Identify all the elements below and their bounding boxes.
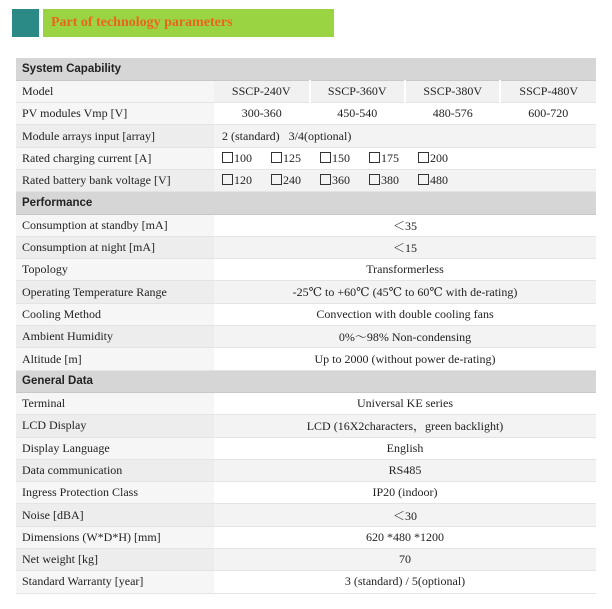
section-header-system: System Capability xyxy=(16,58,596,80)
table-row xyxy=(16,571,596,593)
checkbox-option[interactable]: 480 xyxy=(418,173,448,188)
row-value: ＜35 xyxy=(214,214,596,236)
row-value: Universal KE series xyxy=(214,392,596,414)
checkbox-option[interactable]: 125 xyxy=(271,151,301,166)
checkbox-option[interactable]: 100 xyxy=(222,151,252,166)
row-label: Display Language xyxy=(16,437,214,459)
banner-teal-block xyxy=(12,9,39,37)
table-row xyxy=(16,326,596,348)
checkbox-option[interactable]: 360 xyxy=(320,173,350,188)
model-name: SSCP-240V xyxy=(214,80,309,102)
row-label: Operating Temperature Range xyxy=(16,281,214,303)
row-value: Up to 2000 (without power de-rating) xyxy=(214,348,596,370)
checkbox-option[interactable]: 150 xyxy=(320,151,350,166)
row-value: ＜30 xyxy=(214,504,596,526)
table-row-arrays xyxy=(16,125,596,147)
row-label: Net weight [kg] xyxy=(16,549,214,571)
row-label: Rated battery bank voltage [V] xyxy=(16,169,214,191)
model-name: SSCP-380V xyxy=(405,80,500,102)
table-row-voltage xyxy=(16,169,596,191)
current-options xyxy=(214,147,596,169)
checkbox-option[interactable]: 240 xyxy=(271,173,301,188)
row-value: -25℃ to +60℃ (45℃ to 60℃ with de-rating) xyxy=(214,281,596,303)
table-row-pv xyxy=(16,103,596,125)
model-name: SSCP-360V xyxy=(310,80,405,102)
row-value: LCD (16X2characters，green backlight) xyxy=(214,415,596,437)
row-label: Rated charging current [A] xyxy=(16,147,214,169)
row-label: Altitude [m] xyxy=(16,348,214,370)
section-header-general: General Data xyxy=(16,370,596,392)
row-label: Terminal xyxy=(16,392,214,414)
checkbox-option[interactable]: 200 xyxy=(418,151,448,166)
row-value: IP20 (indoor) xyxy=(214,482,596,504)
row-value: 0%～98% Non-condensing xyxy=(214,326,596,348)
pv-value: 600-720 xyxy=(500,103,596,125)
table-row xyxy=(16,303,596,325)
row-label: Model xyxy=(16,80,214,102)
checkbox-option[interactable]: 380 xyxy=(369,173,399,188)
table-row xyxy=(16,392,596,414)
table-row xyxy=(16,236,596,258)
pv-value: 480-576 xyxy=(405,103,500,125)
row-value: RS485 xyxy=(214,459,596,481)
table-row xyxy=(16,526,596,548)
arrays-value: 2 (standard) 3/4(optional) xyxy=(214,125,596,147)
parameters-table xyxy=(16,58,596,594)
section-header-performance: Performance xyxy=(16,192,596,214)
table-row xyxy=(16,504,596,526)
row-label: Ambient Humidity xyxy=(16,326,214,348)
row-label: Noise [dBA] xyxy=(16,504,214,526)
table-row xyxy=(16,281,596,303)
banner-title: Part of technology parameters xyxy=(51,15,233,30)
checkbox-option[interactable]: 175 xyxy=(369,151,399,166)
row-label: LCD Display xyxy=(16,415,214,437)
pv-value: 300-360 xyxy=(214,103,309,125)
checkbox-option[interactable]: 120 xyxy=(222,173,252,188)
row-value: Convection with double cooling fans xyxy=(214,303,596,325)
table-row xyxy=(16,437,596,459)
table-row xyxy=(16,348,596,370)
row-value: Transformerless xyxy=(214,259,596,281)
table-row xyxy=(16,549,596,571)
row-label: Consumption at night [mA] xyxy=(16,236,214,258)
row-label: Standard Warranty [year] xyxy=(16,571,214,593)
row-value: English xyxy=(214,437,596,459)
row-label: Data communication xyxy=(16,459,214,481)
table-row xyxy=(16,482,596,504)
row-value: 3 (standard) / 5(optional) xyxy=(214,571,596,593)
model-name: SSCP-480V xyxy=(500,80,596,102)
row-label: Consumption at standby [mA] xyxy=(16,214,214,236)
voltage-options xyxy=(214,169,596,191)
row-label: PV modules Vmp [V] xyxy=(16,103,214,125)
row-label: Ingress Protection Class xyxy=(16,482,214,504)
table-row xyxy=(16,415,596,437)
row-value: 70 xyxy=(214,549,596,571)
banner-title-box xyxy=(43,9,334,37)
row-label: Module arrays input [array] xyxy=(16,125,214,147)
pv-value: 450-540 xyxy=(310,103,405,125)
table-row-current xyxy=(16,147,596,169)
row-value: 620 *480 *1200 xyxy=(214,526,596,548)
section-banner xyxy=(12,9,334,37)
row-value: ＜15 xyxy=(214,236,596,258)
table-row xyxy=(16,214,596,236)
table-row xyxy=(16,459,596,481)
row-label: Dimensions (W*D*H) [mm] xyxy=(16,526,214,548)
row-label: Cooling Method xyxy=(16,303,214,325)
table-row xyxy=(16,259,596,281)
row-label: Topology xyxy=(16,259,214,281)
table-row-model xyxy=(16,80,596,102)
